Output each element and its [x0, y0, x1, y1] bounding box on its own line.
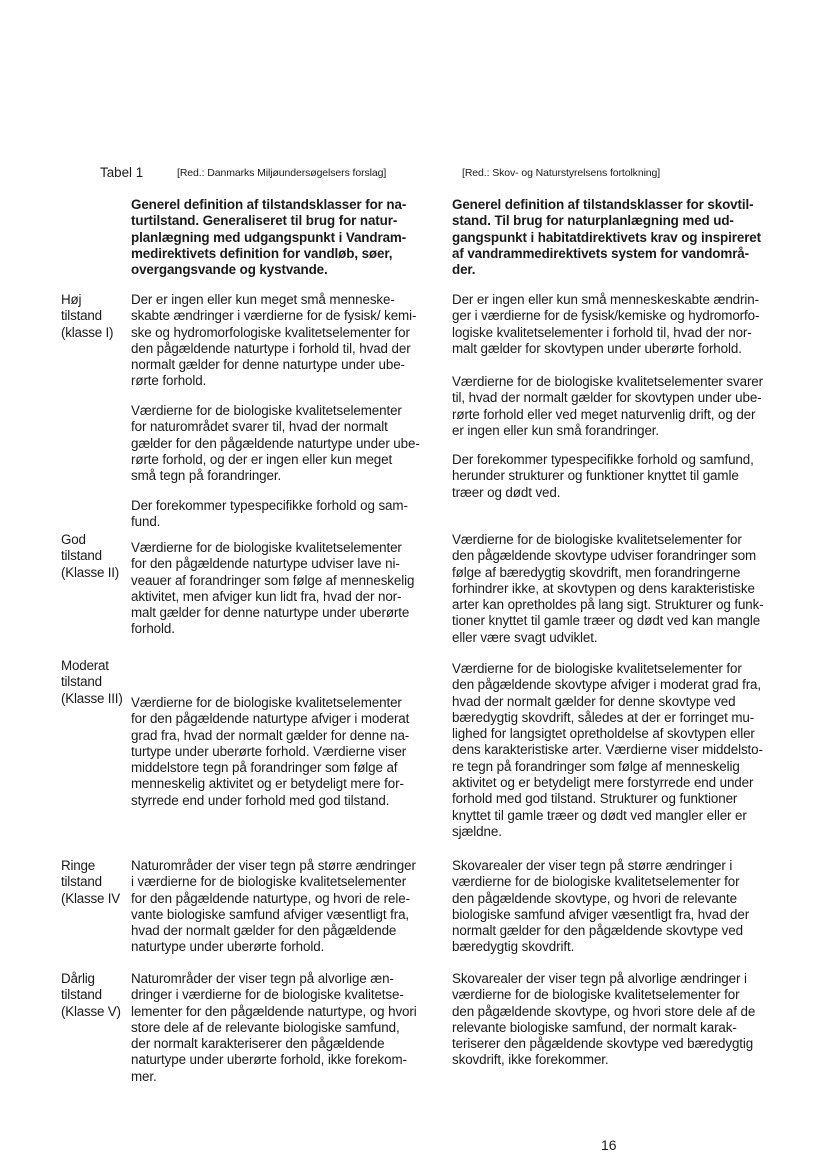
class-label-bad: Dårlig tilstand (Klasse V): [61, 971, 121, 1019]
class-5-left-para-1: Naturområder der viser tegn på alvorlige æn- dringer i værdierne for de biologiske kvalitetse- lementer for den pågældende naturtype, og hvori store dele af de relevante biologiske samfund, der normalt karakteriserer den pågældende naturtype under uberørte forhold, ikke forekom- mer.: [131, 971, 417, 1084]
class-2-left-para-1: Værdierne for de biologiske kvalitetselementer for den pågældende naturtype udviser lave ni- veauer af forandringer som følge af menneskelig aktivitet, men afviger kun lidt fra, hvad der nor- malt gælder for denne naturtype under uberørte forhold.: [131, 540, 415, 637]
class-label-good: God tilstand (Klasse II): [61, 532, 120, 580]
class-4-right-para-1: Skovarealer der viser tegn på større ændringer i værdierne for de biologiske kvalitetselementer for den pågældende skovtype, og hvori de relevante biologiske samfund afviger væsentligt fra, hvad der normalt gælder for den pågældende skovtype ved bæredygtig skovdrift.: [452, 858, 750, 955]
class-label-high: Høj tilstand (klasse I): [61, 292, 114, 340]
class-label-moderate: Moderat tilstand (Klasse III): [61, 658, 123, 706]
class-2-right-para-1: Værdierne for de biologiske kvalitetselementer for den pågældende skovtype udviser forandringer som følge af bæredygtig skovdrift, men forandringerne forhindrer ikke, at skovtypen og dens karakteristiske arter kan opretholdes på lang sigt. Strukturer og funk- tioner knyttet til gamle træer og dødt ved kan mangle eller være svagt udviklet.: [452, 532, 764, 645]
class-4-left-para-1: Naturområder der viser tegn på større ændringer i værdierne for de biologiske kvalitetselementer for den pågældende naturtype, og hvori de rele- vante biologiske samfund afviger væsentligt fra, hvad der normalt gælder for den pågældende naturtype under uberørte forhold.: [131, 858, 416, 955]
class-label-poor: Ringe tilstand (Klasse IV: [61, 858, 121, 906]
class-1-right-para-2: Værdierne for de biologiske kvalitetselementer svarer til, hvad der normalt gælder for skovtypen under ube- rørte forhold eller ved meget naturvenlig drift, og der er ingen eller kun små forandringer.: [452, 374, 764, 438]
class-3-left-para-1: Værdierne for de biologiske kvalitetselementer for den pågældende naturtype afviger i moderat grad fra, hvad der normalt gælder for denne na- turtype under uberørte forhold. Værdierne viser middelstore tegn på forandringer som følge af menneskelig aktivitet og er betydeligt mere for- styrrede end under forhold med god tilstand.: [131, 695, 410, 808]
class-1-left-para-1: Der er ingen eller kun meget små menneske- skabte ændringer i værdierne for de fysisk/ kemi- ske og hydromorfologiske kvalitetselementer for den pågældende naturtype i forhold til, hvad der normalt gælder for denne naturtype under ube- rørte forhold.: [131, 292, 417, 389]
right-source-note: [Red.: Skov- og Naturstyrelsens fortolkning]: [462, 167, 661, 179]
class-1-right-para-3: Der forekommer typespecifikke forhold og samfund, herunder strukturer og funktioner knyttet til gamle træer og dødt ved.: [452, 452, 754, 500]
page-number: 16: [601, 1137, 617, 1153]
class-1-left-para-3: Der forekommer typespecifikke forhold og sam- fund.: [131, 498, 408, 530]
class-3-right-para-1: Værdierne for de biologiske kvalitetselementer for den pågældende skovtype afviger i moderat grad fra, hvad der normalt gælder for denne skovtype ved bæredygtig skovdrift, således at der er forringet mu- lighed for langsigtet opretholdelse af skovtypen eller dens karakteristiske arter. Værdierne viser middelsto- re tegn på forandringer som følge af menneskelig aktivitet og er betydeligt mere forstyrrede end under forhold med god tilstand. Strukturer og funktioner knyttet til gamle træer og dødt ved mangler eller er sjældne.: [452, 661, 763, 839]
right-column-heading: Generel definition af tilstandsklasser for skovtil- stand. Til brug for naturplanlægning med ud- gangspunkt i habitatdirektivets krav og inspireret af vandrammedirektivets system for vandområ- der.: [452, 197, 762, 278]
class-1-right-para-1: Der er ingen eller kun små menneskeskabte ændrin- ger i værdierne for de fysisk/kemiske og hydromorfo- logiske kvalitetselementer i forhold til, hvad der nor- malt gælder for skovtypen under uberørte forhold.: [452, 292, 760, 356]
class-1-left-para-2: Værdierne for de biologiske kvalitetselementer for naturområdet svarer til, hvad der normalt gælder for den pågældende naturtype under ube- rørte forhold, og der er ingen eller kun meget små tegn på forandringer.: [131, 403, 420, 484]
left-source-note: [Red.: Danmarks Miljøundersøgelsers forslag]: [177, 167, 387, 179]
table-label: Tabel 1: [100, 165, 144, 180]
class-5-right-para-1: Skovarealer der viser tegn på alvorlige ændringer i værdierne for de biologiske kvalitetselementer for den pågældende skovtype, og hvori store dele af de relevante biologiske samfund, der normalt karak- teriserer den pågældende skovtype ved bæredygtig skovdrift, ikke forekommer.: [452, 971, 756, 1068]
left-column-heading: Generel definition af tilstandsklasser for na- turtilstand. Generaliseret til brug for natur- planlægning med udgangspunkt i Vandram- medirektivets definition for vandløb, søer, overgangsvande og kystvande.: [131, 197, 407, 278]
